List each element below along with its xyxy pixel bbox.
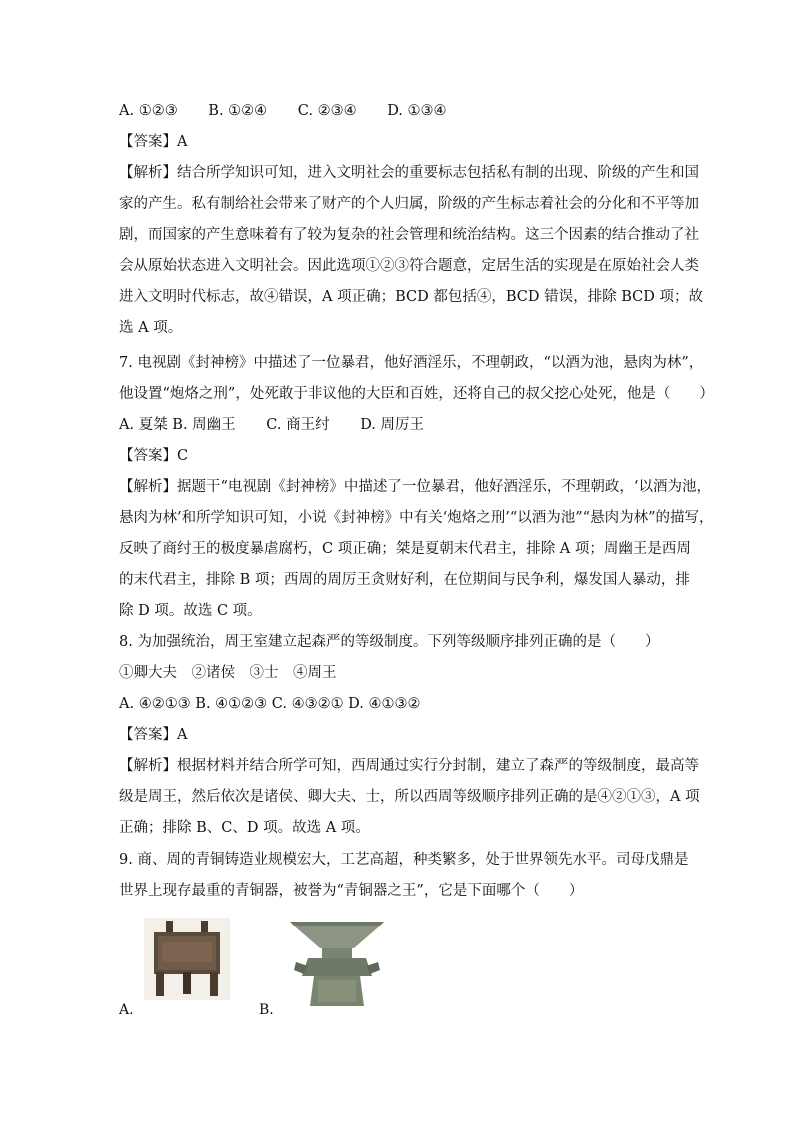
q6-option-a: A. ①②③	[119, 103, 178, 119]
q6-analysis-line: 进入文明时代标志，故④错误，A 项正确；BCD 都包括④，BCD 错误，排除 BCD 项；故	[119, 289, 703, 305]
q6-answer: 【答案】A	[119, 134, 188, 150]
question-9	[119, 845, 689, 907]
q9-stem-line: 世界上现存最重的青铜器，被誉为“青铜器之王”，它是下面哪个（ ）	[119, 883, 584, 899]
q6-analysis-line: 会从原始状态进入文明社会。因此选项①②③符合题意，定居生活的实现是在原始社会人类	[119, 258, 699, 274]
q7-analysis-line: 悬肉为林’和所学知识可知，小说《封神榜》中有关‘炮烙之刑’“以酒为池”“悬肉为林”的描写，	[119, 510, 714, 526]
q7-analysis-line: 反映了商纣王的极度暴虐腐朽，C 项正确；桀是夏朝末代君主，排除 A 项；周幽王是西周	[119, 541, 691, 557]
q8-analysis-line: 【解析】根据材料并结合所学可知，西周通过实行分封制，建立了森严的等级制度，最高等	[119, 758, 699, 774]
q6-option-d: D. ①③④	[387, 103, 447, 119]
question-8	[119, 627, 700, 844]
q8-analysis-line: 正确；排除 B、C、D 项。故选 A 项。	[119, 820, 370, 836]
q8-options: A. ④②①③ B. ④①②③ C. ④③②① D. ④①③②	[119, 696, 421, 712]
q6-option-c: C. ②③④	[297, 103, 357, 119]
q8-stem: 8. 为加强统治，周王室建立起森严的等级制度。下列等级顺序排列正确的是（ ）	[119, 634, 660, 650]
q7-answer: 【答案】C	[119, 448, 189, 464]
q7-option-c: C. 商王纣	[266, 417, 330, 433]
q7-analysis-line: 除 D 项。故选 C 项。	[119, 603, 262, 619]
q6-analysis-line: 家的产生。私有制给社会带来了财产的个人归属，阶级的产生标志着社会的分化和不平等加	[119, 196, 699, 212]
q9-option-b-label: B.	[259, 1002, 274, 1018]
question-7	[119, 348, 714, 627]
q6-analysis-line: 剧，而国家的产生意味着有了较为复杂的社会管理和统治结构。这三个因素的结合推动了社	[119, 227, 699, 243]
ding-bronze-vessel-image[interactable]	[144, 918, 230, 1000]
q8-items: ①卿大夫 ②诸侯 ③士 ④周王	[119, 665, 337, 681]
zun-bronze-vessel-image[interactable]	[282, 918, 392, 1010]
q8-analysis-line: 级是周王，然后依次是诸侯、卿大夫、士，所以西周等级顺序排列正确的是④②①③，A 项	[119, 789, 700, 805]
q7-options	[119, 410, 679, 441]
q9-image-options	[119, 918, 519, 1018]
q7-stem-line: 他设置“炮烙之刑”，处死敢于非议他的大臣和百姓，还将自己的叔父挖心处死，他是（ ）	[119, 386, 714, 402]
q9-option-a-label: A.	[119, 1002, 134, 1018]
q6-answer-block	[119, 127, 703, 344]
q6-analysis-line: 【解析】结合所学知识可知，进入文明社会的重要标志包括私有制的出现、阶级的产生和国	[119, 165, 699, 181]
q6-option-b: B. ①②④	[208, 103, 268, 119]
q9-stem-line: 9. 商、周的青铜铸造业规模宏大，工艺高超，种类繁多，处于世界领先水平。司母戊鼎是	[119, 852, 689, 868]
q7-stem-line: 7. 电视剧《封神榜》中描述了一位暴君，他好酒淫乐，不理朝政，“以酒为池，悬肉为林”，	[119, 355, 704, 371]
q7-option-ab: A. 夏桀 B. 周幽王	[119, 417, 236, 433]
q7-option-d: D. 周厉王	[360, 417, 425, 433]
q7-analysis-line: 的末代君主，排除 B 项；西周的周厉王贪财好利，在位期间与民争利，爆发国人暴动，排	[119, 572, 690, 588]
q6-options	[119, 96, 679, 127]
q8-answer: 【答案】A	[119, 727, 188, 743]
q7-analysis-line: 【解析】据题干“电视剧《封神榜》中描述了一位暴君，他好酒淫乐，不理朝政，‘以酒为池，	[119, 479, 712, 495]
q6-analysis-line: 选 A 项。	[119, 320, 183, 336]
